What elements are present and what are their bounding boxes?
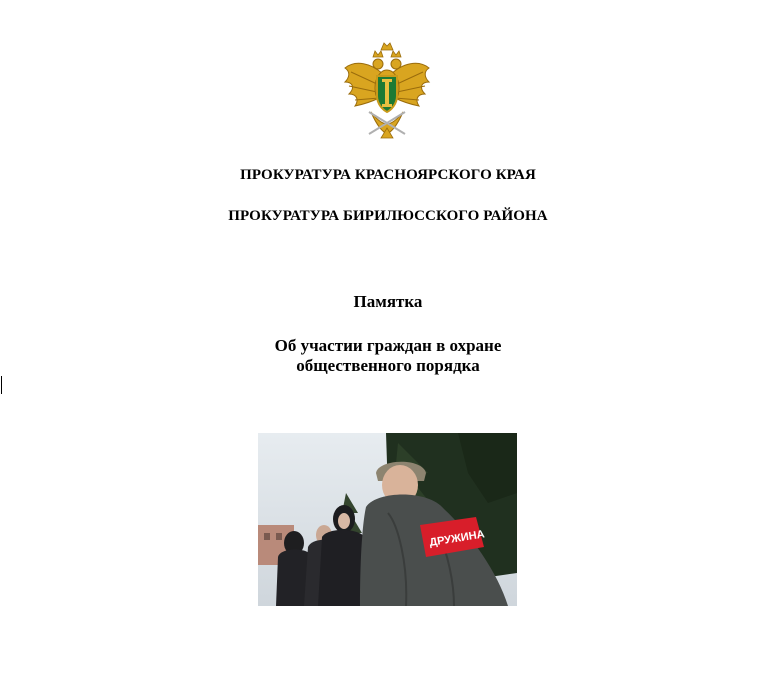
armband-text: ДРУЖИНА xyxy=(428,528,486,549)
document-title-line-2: общественного порядка xyxy=(0,356,776,394)
org-name-region: ПРОКУРАТУРА КРАСНОЯРСКОГО КРАЯ xyxy=(240,167,536,183)
volunteer-guards-photo xyxy=(258,433,517,606)
org-name-district: ПРОКУРАТУРА БИРИЛЮССКОГО РАЙОНА xyxy=(228,208,548,224)
document-title xyxy=(0,336,776,394)
document-title-line-1: Об участии граждан в охране xyxy=(274,336,502,355)
document-type: Памятка xyxy=(353,292,423,311)
text-cursor xyxy=(1,376,2,394)
prosecutor-office-emblem-icon xyxy=(341,42,433,142)
